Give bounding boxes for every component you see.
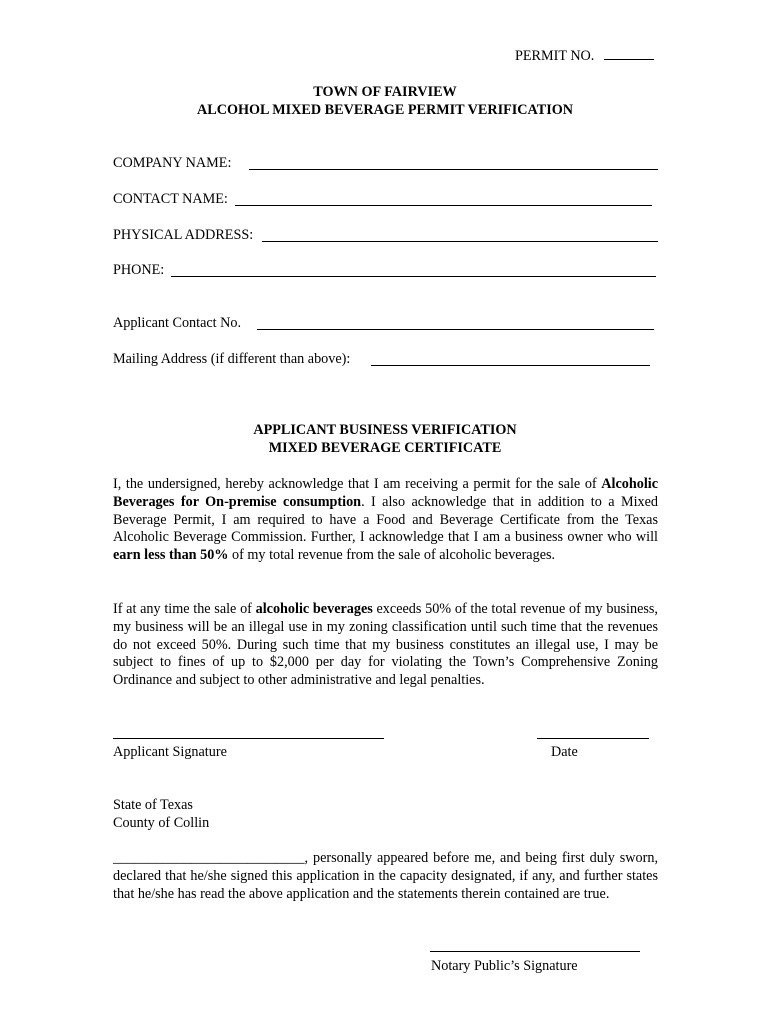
form-title: ALCOHOL MIXED BEVERAGE PERMIT VERIFICATION bbox=[196, 102, 574, 118]
applicant-contact-label: Applicant Contact No. bbox=[113, 315, 242, 331]
illegal-use-paragraph bbox=[113, 601, 658, 690]
company-name-field[interactable] bbox=[249, 169, 658, 170]
company-name-row bbox=[113, 155, 658, 173]
section-title-verification: APPLICANT BUSINESS VERIFICATION bbox=[253, 422, 517, 438]
venue-county: County of Collin bbox=[113, 815, 210, 831]
acknowledgement-text-3: of my total revenue from the sale of alcoholic beverages. bbox=[228, 547, 556, 564]
notary-text: , personally appeared before me, and being first duly sworn, declared that he/she signed this application in the capacity designated, if any, and further states that he/she has read the above application and the statements therein contained are true. bbox=[113, 850, 658, 902]
notary-paragraph bbox=[113, 850, 658, 903]
permit-number-field[interactable] bbox=[604, 59, 654, 60]
applicant-contact-row bbox=[113, 315, 658, 333]
date-label: Date bbox=[551, 744, 578, 760]
date-line[interactable] bbox=[537, 738, 649, 739]
illegal-use-text-2: exceeds 50% of the total revenue of my business, my business will be an illegal use in my zoning classification until such time that the revenues do not exceed 50%. During such time that my business constitutes an illegal use, I may be subject to fines of up to $2,000 per day for violating the Town’s Comprehensive Zoning Ordinance and subject to other administrative and legal penalties. bbox=[113, 601, 658, 689]
illegal-use-bold-1: alcoholic beverages bbox=[255, 601, 373, 617]
mailing-address-label: Mailing Address (if different than above): bbox=[113, 351, 351, 367]
contact-name-label: CONTACT NAME: bbox=[113, 191, 228, 207]
permit-number bbox=[515, 48, 654, 65]
acknowledgement-text-2: . I also acknowledge that in addition to a Mixed Beverage Permit, I am required to have a Food and Beverage Certificate from the Texas Alcoholic Beverage Commission. Further, I acknowledge that I am a business owner who will bbox=[113, 493, 658, 546]
town-title: TOWN OF FAIRVIEW bbox=[313, 84, 457, 100]
acknowledgement-text-1: I, the undersigned, hereby acknowledge that I am receiving a permit for the sale of bbox=[113, 476, 602, 492]
acknowledgement-bold-2: earn less than 50% bbox=[113, 547, 229, 564]
applicant-signature-label: Applicant Signature bbox=[113, 744, 227, 760]
mailing-address-row bbox=[113, 351, 658, 369]
mailing-address-field[interactable] bbox=[371, 365, 650, 366]
applicant-contact-field[interactable] bbox=[257, 329, 654, 330]
acknowledgement-bold-1: Alcoholic Beverages for On-premise consumption bbox=[113, 476, 658, 510]
permit-number-label: PERMIT NO. bbox=[515, 48, 595, 64]
physical-address-label: PHYSICAL ADDRESS: bbox=[113, 227, 254, 243]
company-name-label: COMPANY NAME: bbox=[113, 155, 232, 171]
acknowledgement-paragraph bbox=[113, 476, 658, 565]
applicant-signature-line[interactable] bbox=[113, 738, 384, 739]
physical-address-field[interactable] bbox=[262, 241, 658, 242]
illegal-use-text-1: If at any time the sale of bbox=[113, 601, 256, 617]
section-title-certificate: MIXED BEVERAGE CERTIFICATE bbox=[268, 440, 502, 456]
phone-field[interactable] bbox=[171, 276, 656, 277]
notary-signature-line[interactable] bbox=[430, 951, 640, 952]
phone-label: PHONE: bbox=[113, 262, 165, 278]
contact-name-row bbox=[113, 191, 658, 209]
venue-state: State of Texas bbox=[113, 797, 193, 813]
contact-name-field[interactable] bbox=[235, 205, 652, 206]
notary-signature-label: Notary Public’s Signature bbox=[431, 958, 578, 974]
physical-address-row bbox=[113, 227, 658, 245]
phone-row bbox=[113, 262, 658, 280]
notary-name-blank[interactable]: ___________________________ bbox=[113, 850, 305, 866]
